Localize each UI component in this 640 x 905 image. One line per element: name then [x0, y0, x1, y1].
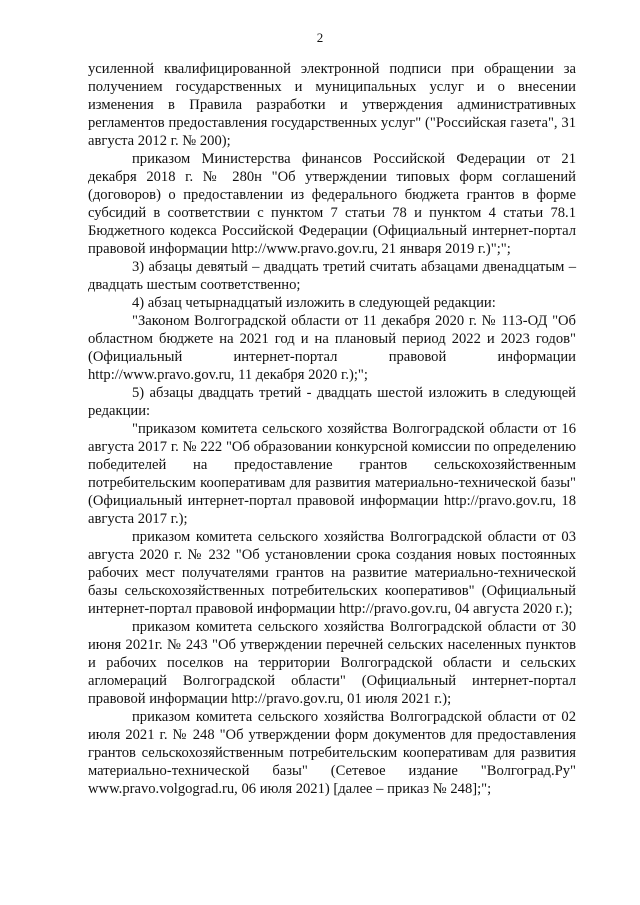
paragraph-item-3: 3) абзацы девятый – двадцать третий считать абзацами двенадцатым – двадцать шестым соответственно;: [88, 259, 576, 293]
document-body: [88, 60, 576, 798]
paragraph-item-4: 4) абзац четырнадцатый изложить в следующей редакции:: [132, 295, 496, 311]
paragraph-order-243: приказом комитета сельского хозяйства Волгоградской области от 30 июня 2021г. № 243 "Об утверждении перечней сельских населенных пунктов и рабочих поселков на территории Волгоградской области и сельских агломераций Волгоградской области" (Официальный интернет-портал правовой информации http://pravo.gov.ru, 01 июля 2021 г.);: [88, 619, 576, 707]
paragraph-continuation: усиленной квалифицированной электронной подписи при обращении за получением государственных и муниципальных услуг и о внесении изменения в Правила разработки и утверждения административных регламентов предоставления государственных услуг" ("Российская газета", 31 августа 2012 г. № 200);: [88, 61, 576, 149]
paragraph-item-5: 5) абзацы двадцать третий - двадцать шестой изложить в следующей редакции:: [88, 385, 576, 419]
paragraph-minfin-order: приказом Министерства финансов Российской Федерации от 21 декабря 2018 г. № 280н "Об утверждении типовых форм соглашений (договоров) о предоставлении из федерального бюджета грантов в форме субсидий в соответствии с пунктом 7 статьи 78 и пунктом 4 статьи 78.1 Бюджетного кодекса Российской Федерации (Официальный интернет-портал правовой информации http://www.pravo.gov.ru, 21 января 2019 г.)";";: [88, 151, 576, 257]
paragraph-order-232: приказом комитета сельского хозяйства Волгоградской области от 03 августа 2020 г. № 232 "Об установлении срока создания новых постоянных рабочих мест получателями грантов на развитие материально-технической базы сельскохозяйственных потребительских кооперативов" (Официальный интернет-портал правовой информации http://pravo.gov.ru, 04 августа 2020 г.);: [88, 529, 576, 617]
paragraph-order-222: "приказом комитета сельского хозяйства Волгоградской области от 16 августа 2017 г. № 222 "Об образовании конкурсной комиссии по определению победителей на предоставление грантов сельскохозяйственным потребительским кооперативам для развития материально-технической базы" (Официальный интернет-портал правовой информации http://pravo.gov.ru, 18 августа 2017 г.);: [88, 421, 576, 527]
paragraph-regional-law: "Законом Волгоградской области от 11 декабря 2020 г. № 113-ОД "Об областном бюджете на 2021 год и на плановый период 2022 и 2023 годов" (Официальный интернет-портал правовой информации http://www.pravo.gov.ru, 11 декабря 2020 г.);";: [88, 313, 576, 383]
page-number: 2: [316, 30, 324, 45]
paragraph-order-248: приказом комитета сельского хозяйства Волгоградской области от 02 июля 2021 г. № 248 "Об утверждении форм документов для предоставления грантов сельскохозяйственным потребительским кооперативам для развития материально-технической базы" (Сетевое издание "Волгоград.Ру" www.pravo.volgograd.ru, 06 июля 2021) [далее – приказ № 248];";: [88, 709, 576, 797]
